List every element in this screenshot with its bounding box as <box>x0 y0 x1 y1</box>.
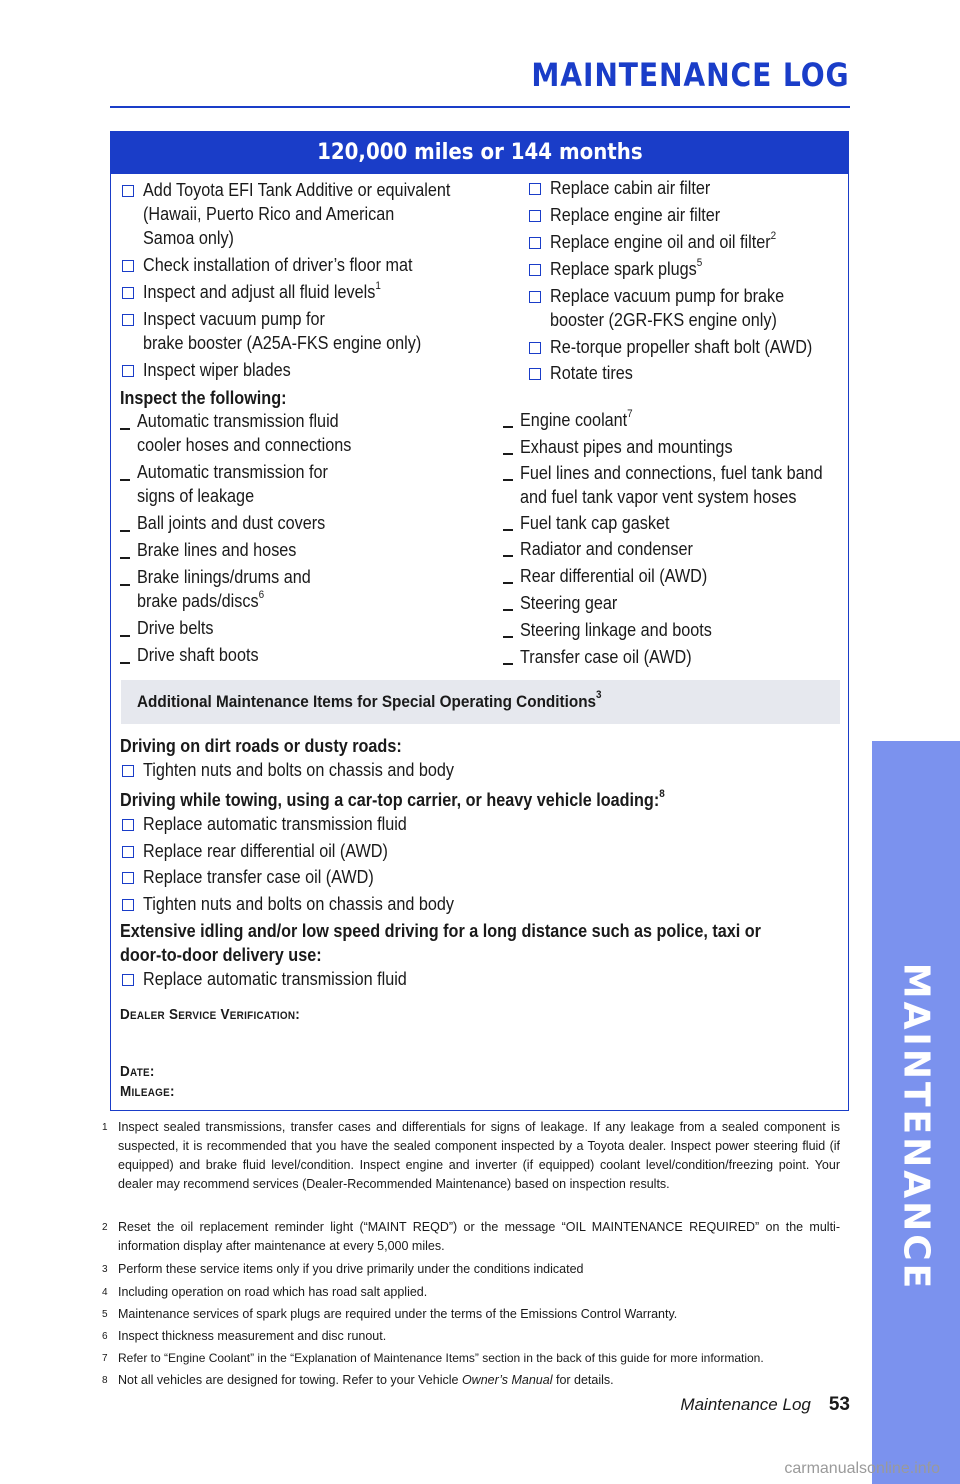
check-item-cont: brake booster (A25A-FKS engine only) <box>143 333 422 353</box>
mileage-label: Mileage: <box>120 1083 175 1100</box>
dash-bullet <box>120 530 130 532</box>
checkbox[interactable] <box>529 342 541 354</box>
condition-heading-towing: Driving while towing, using a car-top carrier, or heavy vehicle loading:$^8$ <box>120 788 665 810</box>
footnote: 3 Perform these service items only if you drive primarily under the conditions indicated <box>102 1262 584 1276</box>
check-item: Replace cabin air filter <box>550 178 711 198</box>
dash-bullet <box>120 428 130 430</box>
footnote: 4 Including operation on road which has road salt applied. <box>102 1285 428 1299</box>
inspect-item: Brake lines and hoses <box>137 540 297 560</box>
footnote: 2 Reset the oil replacement reminder light (“MAINT REQD”) or the message “OIL MAINTENANCE REQUIRED” on the multi-information display after maintenance at every 5,000 miles. <box>102 1220 840 1253</box>
dash-bullet <box>503 453 513 455</box>
page-number: 53 <box>828 1394 850 1415</box>
checkbox[interactable] <box>529 264 541 276</box>
inspect-heading: Inspect the following: <box>120 388 287 408</box>
footnote-ref: 8 <box>659 788 665 800</box>
check-item: Replace automatic transmission fluid <box>143 814 407 834</box>
dash-bullet <box>120 635 130 637</box>
footnote: 1 Inspect sealed transmissions, transfer cases and differentials for signs of leakage. If any leakage from a sealed component is suspected, it is recommended that you have the sealed component inspected by a Toyota dealer. Inspect power steering fluid (if equipped) and brake fluid level/condition. Inspect engine and inverter (if equipped) coolant level/condition/freezing point. Your dealer may recommend services (Dealer-Recommended Maintenance) based on inspection results. <box>102 1120 840 1191</box>
checkbox[interactable] <box>529 291 541 303</box>
interval-band <box>111 132 848 174</box>
inspect-item: Steering linkage and boots <box>520 620 712 640</box>
side-tab-label-wrap <box>872 741 960 1484</box>
check-item: Replace engine air filter <box>550 205 721 225</box>
page-folio <box>680 1394 850 1416</box>
dash-bullet <box>120 584 130 586</box>
checkbox[interactable] <box>529 183 541 195</box>
inspect-item-cont: signs of leakage <box>137 486 255 506</box>
dash-bullet <box>503 582 513 584</box>
inspect-item: Automatic transmission for <box>137 462 328 482</box>
check-item: Rotate tires <box>550 363 633 383</box>
check-item: Replace spark plugs$^5$ <box>550 257 703 279</box>
checkbox[interactable] <box>122 974 134 986</box>
checkbox[interactable] <box>122 185 134 197</box>
additional-maintenance-band: Additional Maintenance Items for Special Operating Conditions$^3$ <box>121 680 840 724</box>
dash-bullet <box>503 529 513 531</box>
footnote-ref: 7 <box>627 408 633 420</box>
dash-bullet <box>503 663 513 665</box>
folio-section: Maintenance Log <box>680 1395 811 1414</box>
manual-title: Owner’s Manual <box>461 1373 553 1387</box>
condition-heading-dirt: Driving on dirt roads or dusty roads: <box>120 736 402 756</box>
footnote: 8 Not all vehicles are designed for towing. Refer to your Vehicle Owner’s Manual for details. <box>102 1373 614 1387</box>
check-item: Add Toyota EFI Tank Additive or equivalent <box>143 180 451 200</box>
check-item: Inspect vacuum pump for <box>143 309 325 329</box>
inspect-item: Transfer case oil (AWD) <box>520 647 692 667</box>
inspect-item: Steering gear <box>520 593 618 613</box>
inspect-item-cont: and fuel tank vapor vent system hoses <box>520 487 797 507</box>
dealer-verification-label: Dealer Service Verification: <box>120 1006 301 1023</box>
checkbox[interactable] <box>122 287 134 299</box>
check-item: Inspect wiper blades <box>143 360 291 380</box>
check-item: Re-torque propeller shaft bolt (AWD) <box>550 337 813 357</box>
dash-bullet <box>120 557 130 559</box>
inspect-item: Ball joints and dust covers <box>137 513 326 533</box>
inspect-item: Brake linings/drums and <box>137 567 311 587</box>
checkbox[interactable] <box>529 210 541 222</box>
check-item: Replace engine oil and oil filter$^2$ <box>550 230 777 252</box>
inspect-item: Automatic transmission fluid <box>137 411 339 431</box>
check-item: Replace rear differential oil (AWD) <box>143 841 388 861</box>
dash-bullet <box>503 636 513 638</box>
check-item: Check installation of driver’s floor mat <box>143 255 413 275</box>
checkbox[interactable] <box>122 872 134 884</box>
check-item-cont: Samoa only) <box>143 228 234 248</box>
check-item: Replace automatic transmission fluid <box>143 969 407 989</box>
dash-bullet <box>503 426 513 428</box>
check-item: Tighten nuts and bolts on chassis and body <box>143 760 455 780</box>
inspect-item: Rear differential oil (AWD) <box>520 566 708 586</box>
page-title: MAINTENANCE LOG <box>531 56 850 94</box>
footnote-ref: 2 <box>770 230 777 242</box>
check-item: Replace transfer case oil (AWD) <box>143 867 374 887</box>
maintenance-log-box <box>110 131 849 1111</box>
dash-bullet <box>503 609 513 611</box>
footnote: 6 Inspect thickness measurement and disc runout. <box>102 1329 387 1343</box>
inspect-item: Exhaust pipes and mountings <box>520 437 733 457</box>
checkbox[interactable] <box>122 365 134 377</box>
inspect-item: Radiator and condenser <box>520 539 693 559</box>
condition-heading-idling-cont: door-to-door delivery use: <box>120 945 322 965</box>
title-rule <box>110 106 850 108</box>
inspect-item: Engine coolant$^7$ <box>520 408 633 430</box>
checkbox[interactable] <box>122 899 134 911</box>
inspect-item: Drive shaft boots <box>137 645 259 665</box>
checkbox[interactable] <box>529 237 541 249</box>
date-label: Date: <box>120 1063 155 1080</box>
dash-bullet <box>503 555 513 557</box>
condition-heading-idling: Extensive idling and/or low speed driving for a long distance such as police, taxi or <box>120 921 761 941</box>
dash-bullet <box>120 479 130 481</box>
checkbox[interactable] <box>122 314 134 326</box>
check-item-cont: booster (2GR-FKS engine only) <box>550 310 777 330</box>
check-item: Inspect and adjust all fluid levels$^1$ <box>143 280 381 302</box>
side-tab-label: MAINTENANCE <box>895 963 937 1292</box>
inspect-item-cont: cooler hoses and connections <box>137 435 352 455</box>
dash-bullet <box>120 662 130 664</box>
watermark: carmanualsonline.info <box>784 1460 940 1477</box>
checkbox[interactable] <box>529 368 541 380</box>
check-item: Tighten nuts and bolts on chassis and body <box>143 894 455 914</box>
footnote-ref: 5 <box>696 257 703 269</box>
footnote: 5 Maintenance services of spark plugs are required under the terms of the Emissions Control Warranty. <box>102 1307 678 1321</box>
inspect-item-cont: brake pads/discs$^6$ <box>137 589 265 611</box>
inspect-item: Fuel lines and connections, fuel tank band <box>520 463 823 483</box>
check-item: Replace vacuum pump for brake <box>550 286 785 306</box>
inspect-item: Fuel tank cap gasket <box>520 513 670 533</box>
interval-title: 120,000 miles or 144 months <box>316 140 643 165</box>
inspect-item: Drive belts <box>137 618 214 638</box>
checkbox[interactable] <box>122 846 134 858</box>
footnote: 7 Refer to “Engine Coolant” in the “Explanation of Maintenance Items” section in the back of this guide for more information. <box>102 1351 764 1365</box>
checkbox[interactable] <box>122 765 134 777</box>
footnote-ref: 6 <box>258 589 265 601</box>
footnote-ref: 3 <box>596 689 602 702</box>
check-item-cont: (Hawaii, Puerto Rico and American <box>143 204 395 224</box>
footnote-ref: 1 <box>375 280 381 292</box>
dash-bullet <box>503 479 513 481</box>
checkbox[interactable] <box>122 819 134 831</box>
checkbox[interactable] <box>122 260 134 272</box>
